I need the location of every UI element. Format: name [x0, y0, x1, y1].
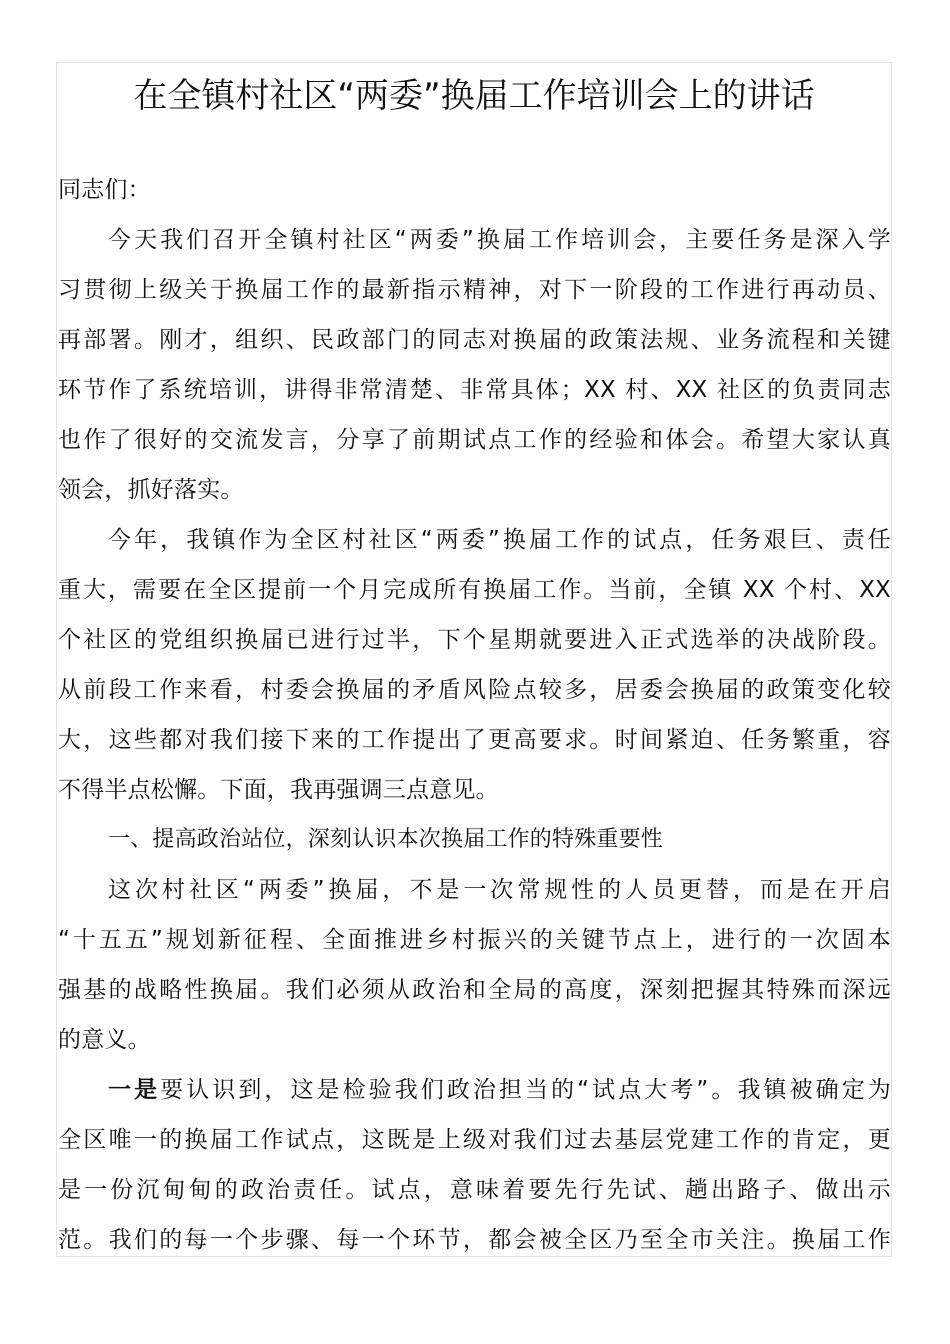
point-one-lead: 一是 — [108, 1077, 161, 1103]
paragraph-line: 大，这些都对我们接下来的工作提出了更高要求。时间紧迫、任务繁重，容 — [58, 727, 891, 753]
paragraph-line: 今天我们召开全镇村社区“两委”换届工作培训会，主要任务是深入学 — [108, 227, 891, 253]
paragraph-line: 的意义。 — [58, 1027, 151, 1053]
paragraph-lines — [58, 215, 891, 1065]
paragraph-line: “十五五”规划新征程、全面推进乡村振兴的关键节点上，进行的一次固本 — [58, 927, 891, 953]
paragraph-line: 个社区的党组织换届已进行过半，下个星期就要进入正式选举的决战阶段。 — [58, 627, 891, 653]
paragraph-line: 环节作了系统培训，讲得非常清楚、非常具体；XX 村、XX 社区的负责同志 — [58, 377, 891, 403]
document-page — [56, 62, 892, 1257]
paragraph-line: 再部署。刚才，组织、民政部门的同志对换届的政策法规、业务流程和关键 — [58, 327, 891, 353]
point-one-line: 范。我们的每一个步骤、每一个环节，都会被全区乃至全市关注。换届工作 — [58, 1227, 891, 1253]
point-one-first-line — [58, 1065, 891, 1115]
salutation: 同志们： — [58, 177, 151, 203]
section-heading: 一、提高政治站位，深刻认识本次换届工作的特殊重要性 — [108, 827, 664, 852]
document-body — [58, 165, 891, 1265]
paragraph-line: 这次村社区“两委”换届，不是一次常规性的人员更替，而是在开启 — [108, 877, 891, 903]
paragraph-line: 习贯彻上级关于换届工作的最新指示精神，对下一阶段的工作进行再动员、 — [58, 277, 891, 303]
paragraph-line: 从前段工作来看，村委会换届的矛盾风险点较多，居委会换届的政策变化较 — [58, 677, 891, 703]
paragraph-line: 领会，抓好落实。 — [58, 477, 244, 503]
point-one-line: 是一份沉甸甸的政治责任。试点，意味着要先行先试、趟出路子、做出示 — [58, 1177, 891, 1203]
paragraph-line: 强基的战略性换届。我们必须从政治和全局的高度，深刻把握其特殊而深远 — [58, 977, 891, 1003]
paragraph-line: 今年，我镇作为全区村社区“两委”换届工作的试点，任务艰巨、责任 — [108, 527, 891, 553]
paragraph-line: 不得半点松懈。下面，我再强调三点意见。 — [58, 777, 499, 803]
point-one-line: 全区唯一的换届工作试点，这既是上级对我们过去基层党建工作的肯定，更 — [58, 1127, 891, 1153]
point-one-first-line-text: 要认识到，这是检验我们政治担当的“试点大考”。我镇被确定为 — [160, 1077, 891, 1103]
paragraph-line: 重大，需要在全区提前一个月完成所有换届工作。当前，全镇 XX 个村、XX — [58, 577, 891, 603]
paragraph-line: 也作了很好的交流发言，分享了前期试点工作的经验和体会。希望大家认真 — [58, 427, 891, 453]
document-title: 在全镇村社区“两委”换届工作培训会上的讲话 — [133, 76, 815, 116]
